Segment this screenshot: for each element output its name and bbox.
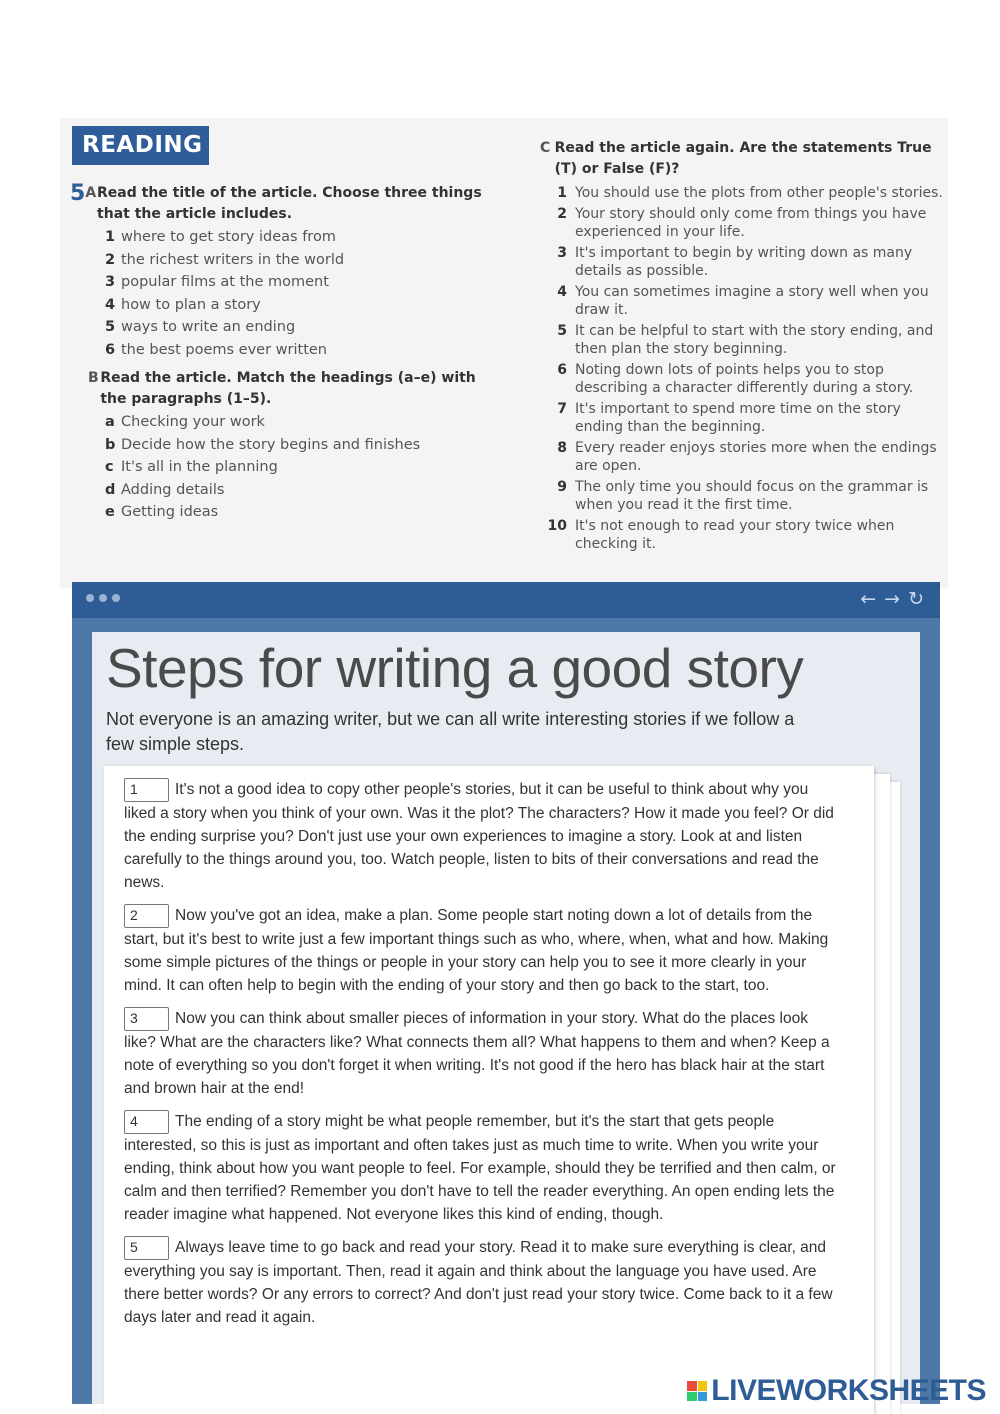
exercise-letter: A xyxy=(85,185,97,201)
article-paragraph: 2 Now you've got an idea, make a plan. Some people start noting down a lot of details from the start, but it's best to write just a few important things such as who, where, when, what and how. Making some simple pictures of the things or people in your story can help you to see it more clearly in your mind. It can often help to begin with the ending of your story and then go back to the start, too. xyxy=(124,904,844,997)
exercise-number: 5 xyxy=(70,181,86,206)
exercise-letter: B xyxy=(88,370,99,386)
exercise-instruction: Read the article. Match the headings (a–e) with the paragraphs (1–5). xyxy=(100,370,476,407)
list-item: d Adding details xyxy=(105,481,225,498)
list-item: 5 It can be helpful to start with the story ending, and then plan the story beginning. xyxy=(557,323,934,357)
arrow-right-icon[interactable]: → xyxy=(884,588,901,610)
right-column xyxy=(540,138,945,561)
list-item: 10 It's not enough to read your story twice when checking it. xyxy=(547,518,895,552)
list-item: e Getting ideas xyxy=(105,504,219,520)
exercise-instruction: Read the title of the article. Choose three things that the article includes. xyxy=(97,185,482,222)
list-item: 9 The only time you should focus on the grammar is when you read it the first time. xyxy=(557,479,929,513)
exercise-5a-header xyxy=(70,183,500,225)
article-body xyxy=(124,778,844,1339)
article-paragraph: 1 It's not a good idea to copy other people's stories, but it can be useful to think about why you liked a story when you think of your own. Was it the plot? The characters? How it made you feel? Or did the ending surprise you? Don't just use your own experiences to imagine a story. Look at and listen carefully to the things around you, too. Watch people, listen to bits of their conversations and read the news. xyxy=(124,778,844,894)
list-item: 6 Noting down lots of points helps you to stop describing a character differently during a story. xyxy=(557,362,914,396)
list-item: 4 how to plan a story xyxy=(105,296,261,313)
exercise-b-list xyxy=(105,414,500,521)
list-item: 5 ways to write an ending xyxy=(105,319,296,335)
left-column xyxy=(70,183,500,529)
list-item: c It's all in the planning xyxy=(105,459,278,475)
article-intro: Not everyone is an amazing writer, but we can all write interesting stories if we follow a few simple steps. xyxy=(106,709,795,754)
article-paragraph: 3 Now you can think about smaller pieces of information in your story. What do the places look like? What are the characters like? What connects them all? What happens to them and when? Keep a note of everything so you don't forget it when writing. It's not good if the hero has black hair at the start and brown hair at the end! xyxy=(124,1007,844,1100)
section-heading: READING xyxy=(72,126,209,165)
answer-box[interactable]: 2 xyxy=(124,904,169,928)
exercise-letter: C xyxy=(540,140,551,156)
list-item: 2 the richest writers in the world xyxy=(105,251,345,268)
article-title: Steps for writing a good story xyxy=(106,637,804,699)
list-item: 6 the best poems ever written xyxy=(105,341,327,358)
answer-box[interactable]: 1 xyxy=(124,778,169,802)
list-item: a Checking your work xyxy=(105,414,265,430)
browser-nav xyxy=(860,588,924,610)
answer-box[interactable]: 5 xyxy=(124,1236,169,1260)
exercise-c-list xyxy=(540,184,945,553)
article-paragraph: 4 The ending of a story might be what people remember, but it's the start that gets people interested, so this is just as important and often takes just as much time to write. When you write your ending, think about how you want people to feel. For example, should they be terrified and then calm, or calm and then terrified? Remember you don't have to tell the reader everything. An open ending lets the reader imagine what happened. Not everyone likes this kind of ending, though. xyxy=(124,1110,844,1226)
exercise-instruction: Read the article again. Are the statements True (T) or False (F)? xyxy=(554,140,932,177)
list-item: 4 You can sometimes imagine a story well when you draw it. xyxy=(557,284,929,318)
arrow-left-icon[interactable]: ← xyxy=(860,588,877,610)
exercise-b-header xyxy=(88,368,500,410)
browser-frame xyxy=(72,582,940,1404)
list-item: 8 Every reader enjoys stories more when the endings are open. xyxy=(557,440,937,474)
list-item: 1 You should use the plots from other people's stories. xyxy=(557,185,943,201)
list-item: b Decide how the story begins and finishes xyxy=(105,436,421,453)
window-dot-icon xyxy=(99,594,107,602)
list-item: 2 Your story should only come from things you have experienced in your life. xyxy=(557,206,927,240)
answer-box[interactable]: 4 xyxy=(124,1110,169,1134)
exercise-c-header xyxy=(540,138,945,180)
browser-toolbar xyxy=(72,582,940,618)
list-item: 3 It's important to begin by writing down as many details as possible. xyxy=(557,245,913,279)
list-item: 7 It's important to spend more time on the story ending than the beginning. xyxy=(557,401,901,435)
article-paragraph: 5 Always leave time to go back and read your story. Read it to make sure everything is clear, and everything you say is important. Then, read it again and think about the language you have used. Are there better words? Or any errors to correct? And don't just read your story twice. Come back to it a few days later and read it again. xyxy=(124,1236,844,1329)
browser-page xyxy=(92,632,920,1404)
list-item: 3 popular films at the moment xyxy=(105,274,329,290)
liveworksheets-logo-icon xyxy=(687,1381,707,1401)
list-item: 1 where to get story ideas from xyxy=(105,229,336,245)
watermark-text: LIVEWORKSHEETS xyxy=(711,1374,986,1407)
exercise-5a-list xyxy=(105,229,500,358)
window-controls xyxy=(86,594,120,602)
refresh-icon[interactable]: ↻ xyxy=(908,588,924,610)
window-dot-icon xyxy=(86,594,94,602)
watermark xyxy=(687,1374,986,1408)
window-dot-icon xyxy=(112,594,120,602)
answer-box[interactable]: 3 xyxy=(124,1007,169,1031)
